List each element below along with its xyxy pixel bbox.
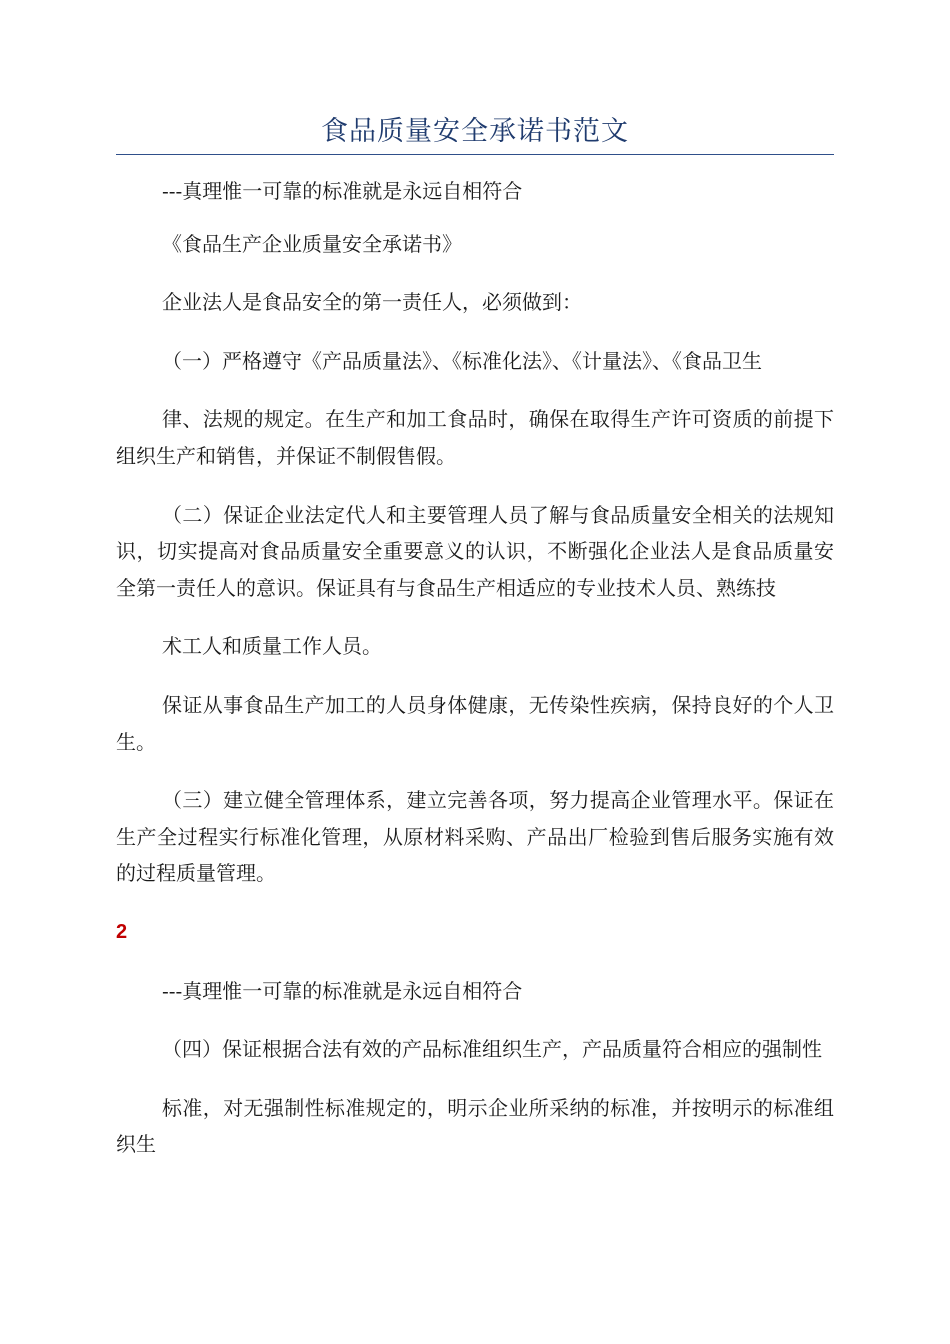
motto-line-repeat: ---真理惟一可靠的标准就是永远自相符合 (162, 978, 523, 1003)
page-number: 2 (116, 920, 128, 943)
motto-line: ---真理惟一可靠的标准就是永远自相符合 (162, 179, 523, 203)
clause-3-paragraph: （三）建立健全管理体系，建立完善各项，努力提高企业管理水平。保证在生产全过程实行标准化管理，从原材料采购、产品出厂检验到售后服务实施有效的过程质量管理。 (116, 788, 834, 886)
clause-2-paragraph: （二）保证企业法定代人和主要管理人员了解与食品质量安全相关的法规知识，切实提高对食品质量安全重要意义的认识，不断强化企业法人是食品质量安全第一责任人的意识。保证具有与食品生产相适应的专业技术人员、熟练技 (116, 502, 834, 600)
clause-2-continuation: 术工人和质量工作人员。 (162, 634, 382, 659)
clause-1-continuation: 律、法规的规定。在生产和加工食品时，确保在取得生产许可资质的前提下组织生产和销售，并保证不制假售假。 (116, 407, 834, 468)
document-title: 食品质量安全承诺书范文 (321, 116, 629, 147)
clause-1-paragraph: （一）严格遵守《产品质量法》、《标准化法》、《计量法》、《食品卫生 (162, 348, 762, 373)
document-body (116, 173, 834, 1163)
subtitle-line: 《食品生产企业质量安全承诺书》 (162, 231, 462, 256)
title-underline (116, 154, 834, 155)
clause-4-paragraph: （四）保证根据合法有效的产品标准组织生产，产品质量符合相应的强制性 (162, 1037, 822, 1062)
intro-paragraph: 企业法人是食品安全的第一责任人，必须做到： (162, 290, 582, 315)
clause-4-continuation: 标准，对无强制性标准规定的，明示企业所采纳的标准，并按明示的标准组织生 (116, 1095, 834, 1157)
health-paragraph: 保证从事食品生产加工的人员身体健康，无传染性疾病，保持良好的个人卫生。 (116, 692, 834, 754)
